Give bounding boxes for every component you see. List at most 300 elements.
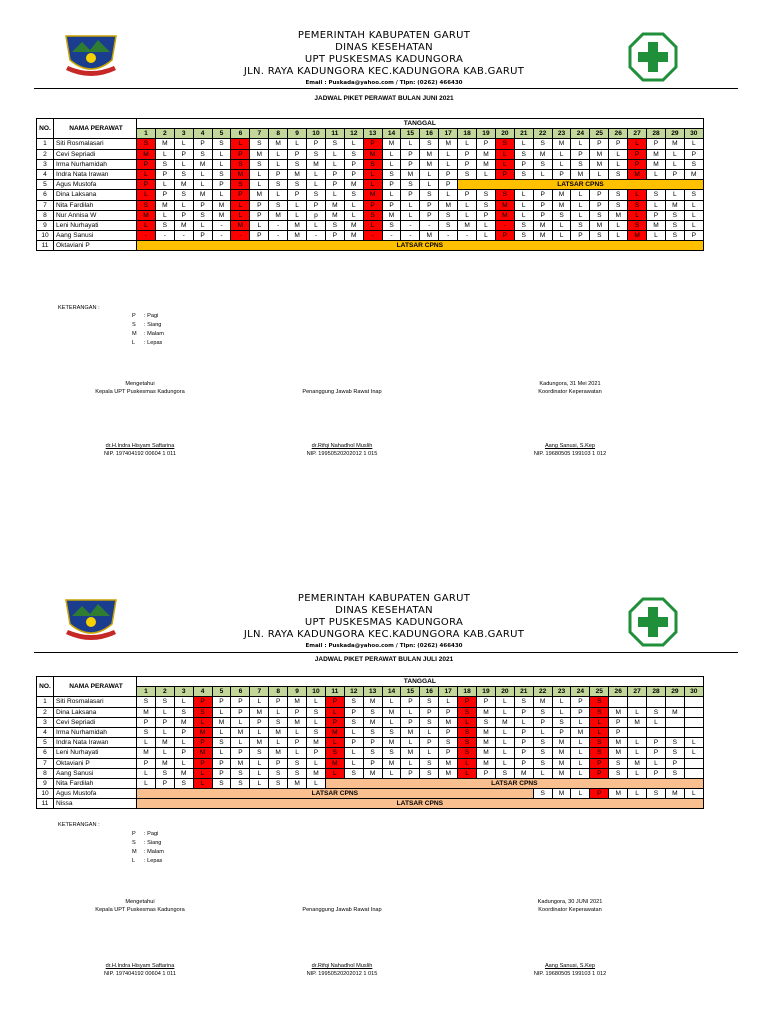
row-number: 2 xyxy=(37,149,54,159)
day-header: 16 xyxy=(420,129,439,139)
shift-cell: S xyxy=(325,220,344,230)
sig-mid-nip: NIP. 19950520202012 1 015 xyxy=(306,451,378,457)
shift-cell: S xyxy=(552,210,571,220)
shift-cell xyxy=(665,717,684,727)
letterhead-line3: UPT PUSKESMAS KADUNGORA xyxy=(304,54,464,65)
shift-cell: M xyxy=(193,748,212,758)
shift-cell: P xyxy=(571,707,590,717)
shift-cell: P xyxy=(325,697,344,707)
shift-cell: - xyxy=(420,220,439,230)
shift-cell: S xyxy=(344,697,363,707)
shift-cell: S xyxy=(628,200,647,210)
table-row xyxy=(37,717,704,727)
shift-cell: P xyxy=(137,180,156,190)
shift-cell: M xyxy=(439,717,458,727)
shift-cell: P xyxy=(420,210,439,220)
shift-cell: M xyxy=(307,768,326,778)
shift-cell: L xyxy=(307,697,326,707)
shift-cell: P xyxy=(307,200,326,210)
table-row xyxy=(37,768,704,778)
shift-cell: - xyxy=(212,231,231,241)
shift-cell: M xyxy=(288,697,307,707)
shift-cell: M xyxy=(325,758,344,768)
letterhead-line4: JLN. RAYA KADUNGORA KEC.KADUNGORA KAB.GARUT xyxy=(243,629,525,640)
shift-cell: M xyxy=(269,748,288,758)
shift-cell: S xyxy=(269,717,288,727)
schedule-title: JADWAL PIKET PERAWAT BULAN JULI 2021 xyxy=(314,656,454,663)
shift-cell: S xyxy=(458,707,477,717)
shift-cell: S xyxy=(193,707,212,717)
shift-cell: P xyxy=(477,210,496,220)
shift-cell: M xyxy=(401,169,420,179)
shift-cell: L xyxy=(552,697,571,707)
shift-cell: S xyxy=(137,727,156,737)
row-number: 8 xyxy=(37,768,54,778)
shift-cell: L xyxy=(458,139,477,149)
shift-cell: L xyxy=(212,190,231,200)
shift-cell: P xyxy=(439,727,458,737)
shift-cell: M xyxy=(552,758,571,768)
shift-cell: M xyxy=(269,210,288,220)
shift-cell: S xyxy=(344,717,363,727)
shift-cell: M xyxy=(439,200,458,210)
shift-cell: P xyxy=(590,758,609,768)
shift-cell: L xyxy=(250,768,269,778)
sig-left-top: Mengetahui xyxy=(125,381,155,387)
row-number: 2 xyxy=(37,707,54,717)
shift-cell: S xyxy=(590,707,609,717)
shift-cell: P xyxy=(307,748,326,758)
table-row xyxy=(37,778,704,788)
day-header: 22 xyxy=(533,129,552,139)
shift-cell: P xyxy=(420,738,439,748)
shift-cell: P xyxy=(250,231,269,241)
shift-cell: S xyxy=(420,139,439,149)
shift-cell: L xyxy=(344,758,363,768)
shift-cell: S xyxy=(647,789,666,799)
shift-cell: - xyxy=(458,231,477,241)
day-header: 23 xyxy=(552,687,571,697)
shift-cell: P xyxy=(193,738,212,748)
shift-cell: P xyxy=(325,169,344,179)
shift-cell: S xyxy=(552,717,571,727)
shift-cell: L xyxy=(458,717,477,727)
shift-cell: P xyxy=(344,169,363,179)
sig-right-nip: NIP. 19680505 199103 1 012 xyxy=(533,971,607,977)
sig-right-role: Koordinator Keperawatan xyxy=(538,907,602,913)
letterhead-line4: JLN. RAYA KADUNGORA KEC.KADUNGORA KAB.GARUT xyxy=(243,66,525,77)
day-header: 16 xyxy=(420,687,439,697)
row-number: 7 xyxy=(37,200,54,210)
day-header: 19 xyxy=(477,129,496,139)
shift-cell: L xyxy=(495,738,514,748)
shift-cell: P xyxy=(514,159,533,169)
shift-cell: L xyxy=(533,169,552,179)
shift-cell: P xyxy=(137,159,156,169)
day-header: 30 xyxy=(684,687,703,697)
nurse-name: Leni Nurhayati xyxy=(54,220,137,230)
shift-cell: L xyxy=(174,738,193,748)
shift-cell: L xyxy=(628,789,647,799)
day-header: 8 xyxy=(269,129,288,139)
shift-cell: S xyxy=(288,159,307,169)
shift-cell: M xyxy=(552,738,571,748)
shift-cell: P xyxy=(193,697,212,707)
shift-cell: L xyxy=(325,768,344,778)
shift-cell: M xyxy=(628,758,647,768)
nurse-name: Agus Mustofa xyxy=(54,180,137,190)
shift-cell: M xyxy=(382,139,401,149)
shift-cell: S xyxy=(514,169,533,179)
shift-cell: S xyxy=(495,768,514,778)
shift-cell: P xyxy=(382,180,401,190)
nurse-name: Oktaviani P xyxy=(54,241,137,251)
shift-cell: M xyxy=(477,727,496,737)
day-header: 4 xyxy=(193,687,212,697)
shift-cell: S xyxy=(344,149,363,159)
legend-desc: : Siang xyxy=(144,840,162,846)
shift-cell: M xyxy=(288,778,307,788)
shift-cell: S xyxy=(174,778,193,788)
shift-cell: P xyxy=(325,180,344,190)
shift-cell: S xyxy=(439,220,458,230)
day-header: 5 xyxy=(212,687,231,697)
shift-cell: L xyxy=(401,738,420,748)
shift-cell: S xyxy=(174,190,193,200)
legend-code: M xyxy=(132,849,137,855)
shift-cell: P xyxy=(514,707,533,717)
shift-cell: P xyxy=(155,778,174,788)
day-header: 24 xyxy=(571,687,590,697)
legend-item xyxy=(132,848,164,857)
shift-cell: M xyxy=(647,149,666,159)
shift-cell: S xyxy=(212,738,231,748)
day-header: 1 xyxy=(137,129,156,139)
shift-cell: S xyxy=(363,707,382,717)
shift-cell: P xyxy=(250,717,269,727)
day-header: 13 xyxy=(363,129,382,139)
nurse-name: Aang Sanusi xyxy=(54,768,137,778)
shift-cell: L xyxy=(495,159,514,169)
shift-cell: L xyxy=(250,180,269,190)
shift-cell: - xyxy=(155,231,174,241)
shift-cell: P xyxy=(647,768,666,778)
shift-cell: P xyxy=(439,169,458,179)
day-header: 9 xyxy=(288,687,307,697)
shift-cell: M xyxy=(609,738,628,748)
shift-cell: P xyxy=(231,707,250,717)
shift-cell: S xyxy=(420,697,439,707)
shift-cell: S xyxy=(665,220,684,230)
shift-cell: M xyxy=(250,190,269,200)
shift-cell: P xyxy=(477,768,496,778)
row-number: 8 xyxy=(37,210,54,220)
shift-cell: M xyxy=(288,220,307,230)
shift-cell: M xyxy=(590,220,609,230)
shift-cell: L xyxy=(552,707,571,717)
shift-cell: S xyxy=(458,169,477,179)
shift-cell: P xyxy=(401,159,420,169)
shift-cell: P xyxy=(458,149,477,159)
shift-cell: M xyxy=(288,169,307,179)
shift-cell: L xyxy=(382,159,401,169)
shift-cell xyxy=(665,727,684,737)
shift-cell: S xyxy=(628,220,647,230)
shift-cell: M xyxy=(609,789,628,799)
shift-cell: L xyxy=(684,789,703,799)
shift-cell: L xyxy=(212,727,231,737)
shift-cell: L xyxy=(514,210,533,220)
shift-cell: L xyxy=(571,717,590,727)
shift-cell: L xyxy=(193,220,212,230)
schedule-title: JADWAL PIKET PERAWAT BULAN JUNI 2021 xyxy=(314,95,454,102)
shift-cell: P xyxy=(420,707,439,717)
nurse-name: Cevi Sepriadi xyxy=(54,149,137,159)
shift-cell: L xyxy=(609,231,628,241)
shift-cell: L xyxy=(609,220,628,230)
shift-cell: S xyxy=(647,707,666,717)
shift-cell: L xyxy=(250,778,269,788)
day-header: 19 xyxy=(477,687,496,697)
shift-cell: L xyxy=(571,748,590,758)
shift-cell: P xyxy=(155,190,174,200)
shift-cell: S xyxy=(250,159,269,169)
legend-item xyxy=(132,839,164,848)
shift-cell: S xyxy=(212,169,231,179)
shift-cell: L xyxy=(307,758,326,768)
shift-cell: P xyxy=(174,748,193,758)
shift-cell: M xyxy=(590,149,609,159)
shift-cell: L xyxy=(684,738,703,748)
shift-cell: P xyxy=(193,139,212,149)
shift-cell xyxy=(628,727,647,737)
sig-right-date: Kadungora, 30 JUNI 2021 xyxy=(537,899,603,905)
shift-cell: M xyxy=(174,768,193,778)
shift-cell: P xyxy=(665,169,684,179)
shift-cell: M xyxy=(495,717,514,727)
shift-cell xyxy=(609,697,628,707)
shift-cell: P xyxy=(609,727,628,737)
shift-cell: S xyxy=(382,220,401,230)
shift-cell: S xyxy=(533,738,552,748)
legend-desc: : Lepas xyxy=(144,858,163,864)
day-header: 9 xyxy=(288,129,307,139)
letterhead-email: Email : Puskada@yahoo.com / Tlpn: (0262) 466430 xyxy=(305,80,463,86)
day-header: 2 xyxy=(155,687,174,697)
shift-cell: L xyxy=(420,169,439,179)
shift-cell: P xyxy=(533,717,552,727)
sig-left-top: Mengetahui xyxy=(125,899,155,905)
day-header: 21 xyxy=(514,687,533,697)
shift-cell: M xyxy=(174,220,193,230)
day-header: 25 xyxy=(590,687,609,697)
shift-cell: L xyxy=(647,169,666,179)
shift-cell: P xyxy=(590,768,609,778)
nurse-name: Nita Fardilah xyxy=(54,200,137,210)
shift-cell: L xyxy=(212,159,231,169)
shift-cell: M xyxy=(250,149,269,159)
day-header: 14 xyxy=(382,687,401,697)
shift-cell: M xyxy=(477,738,496,748)
sig-left-name: dr.H.Indra Hisyam Saftarina xyxy=(105,443,175,449)
nurse-name: Indra Nata Irawan xyxy=(54,169,137,179)
shift-cell: P xyxy=(590,789,609,799)
shift-cell: L xyxy=(250,758,269,768)
shift-cell: P xyxy=(325,717,344,727)
legend-desc: : Lepas xyxy=(144,340,163,346)
shift-cell: M xyxy=(533,231,552,241)
shift-cell: S xyxy=(325,748,344,758)
shift-cell: P xyxy=(647,139,666,149)
day-header: 27 xyxy=(628,129,647,139)
shift-cell: L xyxy=(514,200,533,210)
day-header: 14 xyxy=(382,129,401,139)
nurse-name: Cevi Sepriadi xyxy=(54,717,137,727)
legend-code: P xyxy=(132,313,136,319)
nurse-name: Nur Annisa W xyxy=(54,210,137,220)
shift-cell: L xyxy=(155,180,174,190)
shift-cell: M xyxy=(609,748,628,758)
shift-cell: L xyxy=(137,190,156,200)
shift-cell: - xyxy=(174,231,193,241)
shift-cell: - xyxy=(382,231,401,241)
shift-cell: L xyxy=(174,159,193,169)
sig-mid-nip: NIP. 19950520202012 1 015 xyxy=(306,971,378,977)
shift-cell: - xyxy=(401,231,420,241)
table-row xyxy=(37,738,704,748)
shift-cell: S xyxy=(420,768,439,778)
day-header: 13 xyxy=(363,687,382,697)
shift-cell xyxy=(684,697,703,707)
shift-cell: L xyxy=(288,748,307,758)
shift-cell: M xyxy=(665,139,684,149)
shift-cell: L xyxy=(363,169,382,179)
shift-cell: L xyxy=(420,180,439,190)
shift-cell: L xyxy=(174,139,193,149)
shift-cell: M xyxy=(155,758,174,768)
shift-cell: P xyxy=(363,139,382,149)
shift-cell: M xyxy=(325,210,344,220)
col-name-header: NAMA PERAWAT xyxy=(54,677,137,697)
day-header: 11 xyxy=(325,129,344,139)
row-number: 10 xyxy=(37,231,54,241)
shift-cell xyxy=(684,707,703,717)
row-number: 3 xyxy=(37,159,54,169)
shift-cell: M xyxy=(420,159,439,169)
letterhead-line1: PEMERINTAH KABUPATEN GARUT xyxy=(297,30,471,41)
shift-cell: P xyxy=(514,748,533,758)
shift-cell: S xyxy=(533,707,552,717)
shift-cell: L xyxy=(420,748,439,758)
shift-cell: P xyxy=(174,727,193,737)
row-number: 9 xyxy=(37,220,54,230)
shift-cell: M xyxy=(250,707,269,717)
letterhead-line2: DINAS KESEHATAN xyxy=(335,605,433,616)
day-header: 27 xyxy=(628,687,647,697)
sig-left-nip: NIP. 197404192 00604 1 011 xyxy=(104,971,176,977)
shift-cell: P xyxy=(458,159,477,169)
shift-cell: P xyxy=(401,768,420,778)
shift-cell: S xyxy=(477,200,496,210)
shift-cell: L xyxy=(269,190,288,200)
schedule-table xyxy=(36,676,704,809)
shift-cell: S xyxy=(174,707,193,717)
sig-right-name: Aang Sanusi, S.Kep xyxy=(544,963,596,969)
shift-cell: L xyxy=(647,717,666,727)
shift-cell: L xyxy=(684,200,703,210)
legend-item xyxy=(132,830,164,839)
col-tanggal-header: TANGGAL xyxy=(137,119,704,129)
nurse-name: Leni Nurhayati xyxy=(54,748,137,758)
shift-cell: L xyxy=(495,707,514,717)
day-header: 28 xyxy=(647,687,666,697)
shift-cell: P xyxy=(495,169,514,179)
shift-cell: S xyxy=(665,231,684,241)
shift-cell: P xyxy=(590,139,609,149)
shift-cell: P xyxy=(439,748,458,758)
sig-mid-name: dr.Rifqi Nahadhol Muslih xyxy=(311,963,373,969)
day-header: 20 xyxy=(495,687,514,697)
shift-cell: M xyxy=(269,139,288,149)
shift-cell: M xyxy=(552,200,571,210)
shift-cell: S xyxy=(288,180,307,190)
shift-cell: L xyxy=(382,768,401,778)
shift-cell: L xyxy=(571,738,590,748)
shift-cell: P xyxy=(382,200,401,210)
shift-cell: L xyxy=(325,149,344,159)
shift-cell: S xyxy=(647,190,666,200)
sig-left-role: Kepala UPT Puskesmas Kadungora xyxy=(95,907,185,913)
shift-cell: L xyxy=(137,738,156,748)
shift-cell: S xyxy=(609,758,628,768)
sig-mid-role: Penanggung Jawab Rawat Inap xyxy=(302,907,382,913)
shift-cell: L xyxy=(590,717,609,727)
shift-cell: L xyxy=(552,159,571,169)
shift-cell: L xyxy=(193,778,212,788)
shift-cell: M xyxy=(137,149,156,159)
row-number: 3 xyxy=(37,717,54,727)
day-header: 12 xyxy=(344,129,363,139)
shift-cell: S xyxy=(609,768,628,778)
shift-cell: P xyxy=(212,180,231,190)
shift-cell: S xyxy=(363,159,382,169)
day-header: 6 xyxy=(231,687,250,697)
shift-cell: M xyxy=(552,768,571,778)
shift-cell: L xyxy=(439,159,458,169)
day-header: 4 xyxy=(193,129,212,139)
shift-cell: M xyxy=(477,748,496,758)
shift-cell: P xyxy=(269,169,288,179)
shift-cell: M xyxy=(231,727,250,737)
shift-cell: S xyxy=(269,180,288,190)
shift-cell: L xyxy=(382,717,401,727)
sig-right-date: Kadungora, 31 Mei 2021 xyxy=(539,381,601,387)
col-tanggal-header: TANGGAL xyxy=(137,677,704,687)
shift-cell: P xyxy=(250,210,269,220)
nurse-name: Agus Mustofa xyxy=(54,789,137,799)
shift-cell: L xyxy=(665,149,684,159)
shift-cell: S xyxy=(250,139,269,149)
shift-cell: P xyxy=(174,149,193,159)
shift-cell: S xyxy=(533,758,552,768)
shift-cell: S xyxy=(439,210,458,220)
shift-cell: L xyxy=(344,139,363,149)
row-number: 11 xyxy=(37,241,54,251)
day-header: 10 xyxy=(307,129,326,139)
shift-cell: P xyxy=(288,149,307,159)
shift-cell: M xyxy=(382,707,401,717)
shift-cell: S xyxy=(533,789,552,799)
